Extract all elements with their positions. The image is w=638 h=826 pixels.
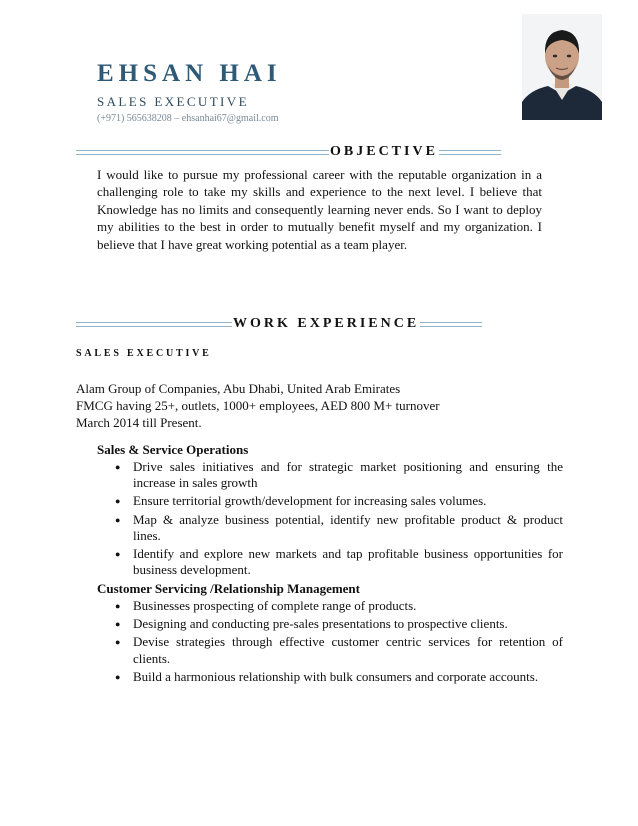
list-item-text: Map & analyze business potential, identify new profitable product & product lines. [133,511,563,543]
list-item-text: Businesses prospecting of complete range of products. [133,598,417,613]
job-info [76,380,440,431]
section-heading: Sales & Service Operations [97,442,249,457]
heading-rule-left [76,150,329,155]
customer-servicing-section [97,580,563,687]
list-item-text: Ensure territorial growth/development for increasing sales volumes. [133,493,487,509]
objective-heading [76,144,501,160]
bullet-icon: ● [115,549,121,560]
list-item [115,511,563,544]
employment-period: March 2014 till Present. [76,415,202,430]
bullet-icon: ● [115,496,121,507]
bullet-icon: ● [115,619,121,630]
list-item [115,668,563,685]
objective-title: OBJECTIVE [330,144,438,159]
duty-list [97,598,563,685]
list-item-text: Designing and conducting pre-sales presentations to prospective clients. [133,616,508,632]
list-item [115,634,563,666]
list-item-text: Devise strategies through effective customer centric services for retention of clients. [133,634,563,666]
experience-heading [76,316,482,332]
heading-rule-right [420,322,482,327]
list-item-text: Build a harmonious relationship with bulk consumers and corporate accounts. [133,668,539,684]
company-description: FMCG having 25+, outlets, 1000+ employees, AED 800 M+ turnover [76,398,440,413]
heading-rule-right [439,150,501,155]
heading-rule-left [76,322,232,327]
job-title: SALES EXECUTIVE [76,348,212,359]
bullet-icon: ● [115,601,121,611]
experience-title: WORK EXPERIENCE [233,316,420,331]
bullet-icon: ● [115,671,121,682]
duty-list [97,459,563,578]
candidate-name: EHSAN HAI [97,60,282,87]
bullet-icon: ● [115,637,121,648]
list-item-text: Identify and explore new markets and tap profitable business opportunities for business development. [133,546,563,578]
list-item [115,598,563,614]
bullet-icon: ● [115,462,121,472]
candidate-role: SALES EXECUTIVE [97,94,249,109]
company-name: Alam Group of Companies, Abu Dhabi, United Arab Emirates [76,381,401,396]
list-item [115,546,563,578]
list-item [115,616,563,632]
profile-photo [522,14,602,120]
list-item [115,493,563,509]
list-item-text: Drive sales initiatives and for strategic market positioning and ensuring the increase in sales growth [133,459,563,491]
bullet-icon: ● [115,514,121,525]
section-heading: Customer Servicing /Relationship Management [97,581,360,596]
sales-operations-section [97,441,563,580]
list-item [115,459,563,491]
contact-info: (+971) 565638208 – ehsanhai67@gmail.com [97,113,279,124]
objective-text: I would like to pursue my professional career with the reputable organization in a challenging role to take my skills and experience to the next level. I believe that Knowledge has no limits and consequently learning never ends. So I want to deploy my abilities to the best in order to mutually benefit myself and my organization. I believe that I have great working potential as a team player. [97,167,542,252]
